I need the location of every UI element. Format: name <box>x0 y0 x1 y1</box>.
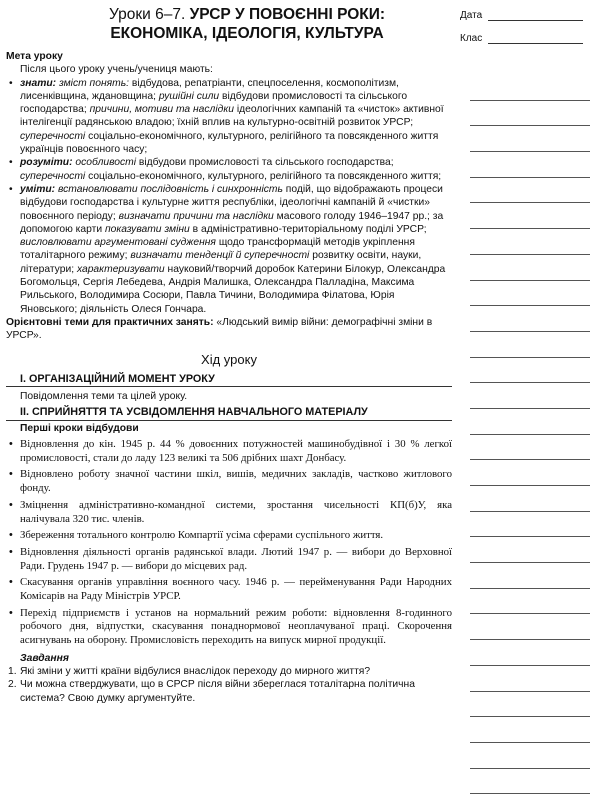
date-label: Дата <box>460 10 483 21</box>
section-2-title: ІІ. СПРИЙНЯТТЯ ТА УСВІДОМЛЕННЯ НАВЧАЛЬНОГО МАТЕРІАЛУ <box>6 406 452 420</box>
fact-item: • Відновлення до кін. 1945 р. 44 % довоєнних потужностей машинобудівної і 30 % легкої промисловості, стали до ладу 123 великі та 506 дрібних шахт Донбасу. <box>6 438 452 465</box>
notes-lines[interactable] <box>470 75 590 794</box>
goals-heading: Мета уроку <box>6 51 63 62</box>
lesson-title <box>82 5 412 43</box>
goal-understand: • розуміти: особливості відбудови промисловості та сільського господарства; суперечності соціально-економічного, культурного, релігійного та повсякденного життя; <box>6 156 452 183</box>
goal-skills: • уміти: встановлювати послідовність і синхронність подій, що відображають процеси відбудови господарства і культурне життя республіки, ідеологічні кампаній й «чистки» повоєнного періоду; визначати причини та наслідки масового голоду 1946–1947 рр.; за допомогою карти показувати зміни в адміністративно-територіальному поділі УРСР; висловлювати аргументовані судження щодо трансформацій методів укріплення тоталітарного режиму; визначати тенденції й суперечності розвитку освіти, науки, літератури; характеризувати науковий/творчий доробок Катерини Білокур, Олександра Богомольця, Сергія Лебедева, Андрія Малишка, Олександра Палладіна, Максима Рильського, Володимира Сосюри, Павла Тичини, Володимира Філатова, Юрія Яновського; діяльність Олеся Гончара. <box>6 183 452 316</box>
goal-know: • знати: зміст понять: відбудова, репатріанти, спецпоселення, космополітизм, лисенківщина, ждановщина; рушійні сили відбудови промисловості та сільського господарства; причини, мотиви та наслідки ідеологічних кампаній та «чисток» активної інтелігенції радянською владою; їхній вплив на культурно-освітній розвиток УРСР; суперечності соціально-економічного, культурного, релігійного та повсякденного життя українців повоєнного часу; <box>6 77 452 157</box>
class-label: Клас <box>460 33 483 44</box>
section-1-text: Повідомлення теми та цілей уроку. <box>20 391 188 403</box>
section-1-title: І. ОРГАНІЗАЦІЙНИЙ МОМЕНТ УРОКУ <box>6 373 452 387</box>
fact-item: • Зміцнення адміністративно-командної системи, зростання чисельності КП(б)У, яка налічувала 320 тис. членів. <box>6 499 452 526</box>
date-line[interactable] <box>488 10 583 21</box>
date-field[interactable] <box>460 10 583 21</box>
task-item: 1. Які зміни у житті країни відбулися внаслідок переходу до мирного життя? <box>8 666 371 678</box>
practical-topics: Орієнтовні теми для практичних занять: «Людський вимір війни: демографічні зміни в УРСР». <box>6 316 433 342</box>
task-item: 2. Чи можна стверджувати, що в СРСР після війни збереглася тоталітарна політична система? Свою думку аргументуйте. <box>8 679 415 704</box>
lesson-number: Уроки 6–7. <box>108 6 186 23</box>
lesson-title-line2: ЕКОНОМІКА, ІДЕОЛОГІЯ, КУЛЬТУРА <box>110 25 384 42</box>
class-field[interactable] <box>460 33 583 44</box>
lesson-title-line1: УРСР У ПОВОЄННІ РОКИ: <box>189 6 386 23</box>
fact-item: • Відновлення діяльності органів радянської влади. Лютий 1947 р. — вибори до Верховної Ради. Грудень 1947 р. — вибори до місцевих рад. <box>6 546 452 573</box>
course-heading: Хід уроку <box>201 351 257 367</box>
fact-item: • Збереження тотального контролю Компартії усіма сферами суспільного життя. <box>6 529 452 543</box>
fact-item: • Відновлено роботу значної частини шкіл, вишів, медичних закладів, частково житлового фонду. <box>6 468 452 495</box>
goals-intro: Після цього уроку учень/учениця мають: <box>20 64 213 76</box>
lesson-content <box>6 50 452 705</box>
fact-item: • Скасування органів управління воєнного часу. 1946 р. — перейменування Ради Народних Комісарів на Раду Міністрів УРСР. <box>6 576 452 603</box>
class-line[interactable] <box>488 33 583 44</box>
fact-item: • Перехід підприємств і установ на нормальний режим роботи: відновлення 8-годинного робочого дня, відпустки, скасування понаднормової неоплачуваної праці. Скорочення асигнувань на оборону. Промисловість переходить на випуск мирної продукції. <box>6 607 452 648</box>
tasks-heading: Завдання <box>20 652 69 664</box>
subheading: Перші кроки відбудови <box>20 422 139 434</box>
